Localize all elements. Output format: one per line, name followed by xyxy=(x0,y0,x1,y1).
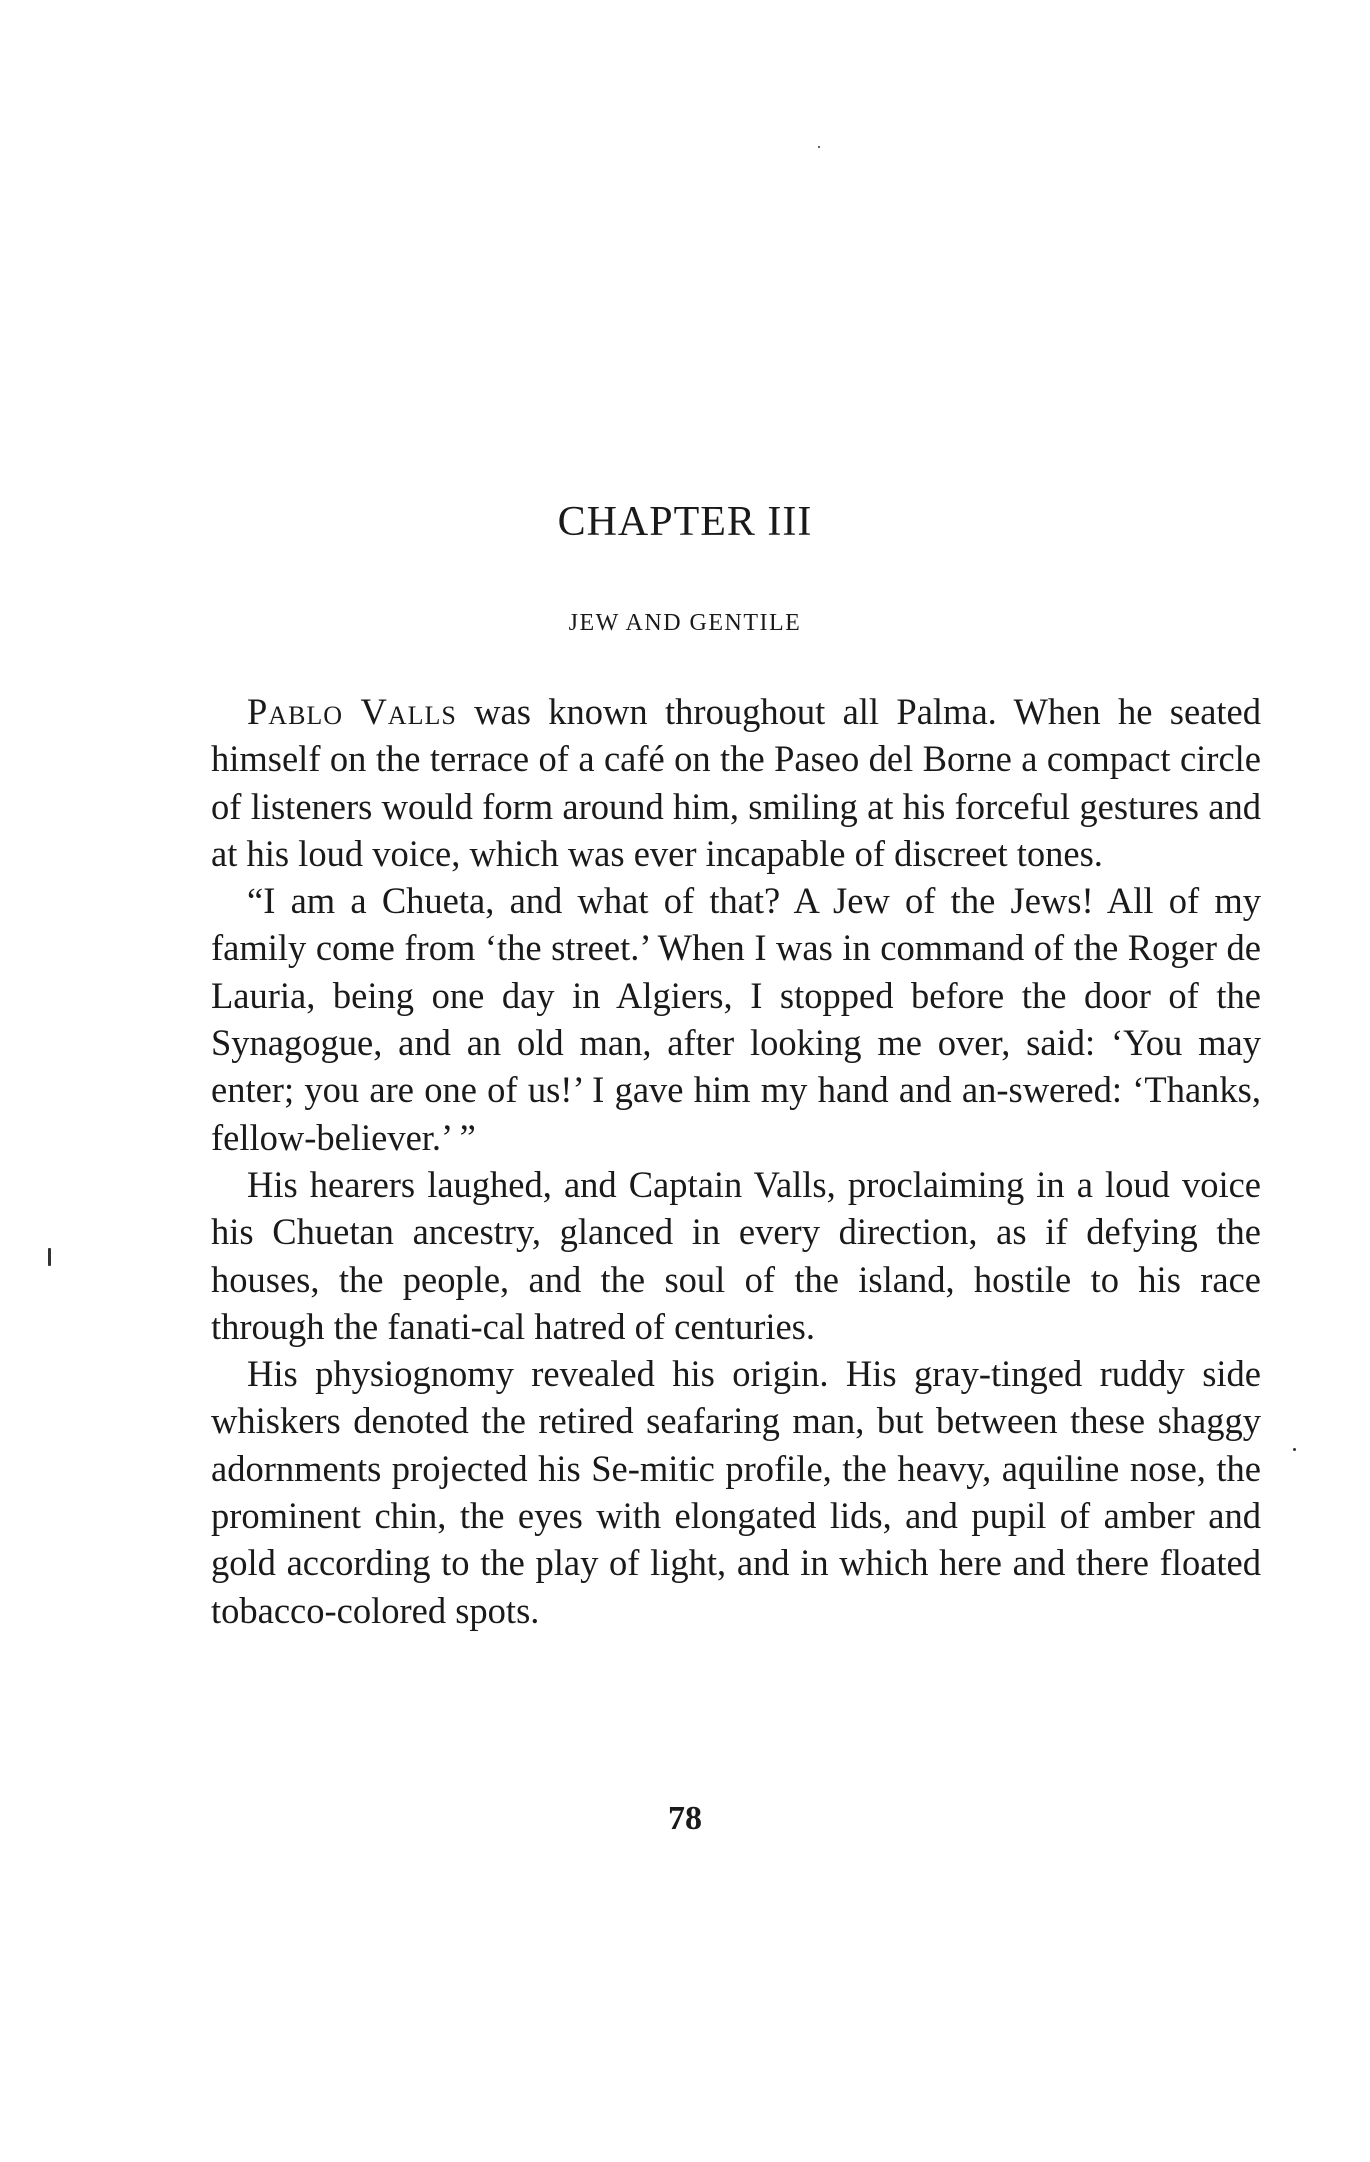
paragraph-2: “I am a Chueta, and what of that? A Jew of the Jews! All of my family come from ‘the street.’ When I was in command of the Roger de Lauria, being one day in Algiers, I stopped before the door of the Synagogue, and an old man, after looking me over, said: ‘You may enter; you are one of us!’ I gave him my hand and an-swered: ‘Thanks, fellow-believer.’ ” xyxy=(211,880,1261,1158)
lead-name-second: Valls xyxy=(360,691,457,732)
page-number: 78 xyxy=(668,1800,702,1837)
scan-speck xyxy=(1293,1448,1296,1451)
scan-speck xyxy=(818,146,820,148)
scan-speck xyxy=(48,1248,51,1266)
chapter-subtitle: JEW AND GENTILE xyxy=(568,610,802,636)
chapter-body xyxy=(211,688,1261,1634)
paragraph-3: His hearers laughed, and Captain Valls, proclaiming in a loud voice his Chuetan ancestry, glanced in every direction, as if defying the houses, the people, and the soul of the island, hostile to his race through the fanati-cal hatred of centuries. xyxy=(211,1163,1261,1347)
lead-name-first: Pablo xyxy=(247,691,344,732)
chapter-heading: CHAPTER III xyxy=(557,499,813,545)
paragraph-1-text: was known throughout all Palma. When he seated himself on the terrace of a café on the Paseo del Borne a compact circle of listeners would form around him, smiling at his forceful gestures and at his loud voice, which was ever incapable of discreet tones. xyxy=(211,691,1262,874)
paragraph-4: His physiognomy revealed his origin. His gray-tinged ruddy side whiskers denoted the retired seafaring man, but between these shaggy adornments projected his Se-mitic profile, the heavy, aquiline nose, the prominent chin, the eyes with elongated lids, and pupil of amber and gold according to the play of light, and in which here and there floated tobacco-colored spots. xyxy=(211,1353,1261,1631)
paragraph-1 xyxy=(211,688,1261,877)
